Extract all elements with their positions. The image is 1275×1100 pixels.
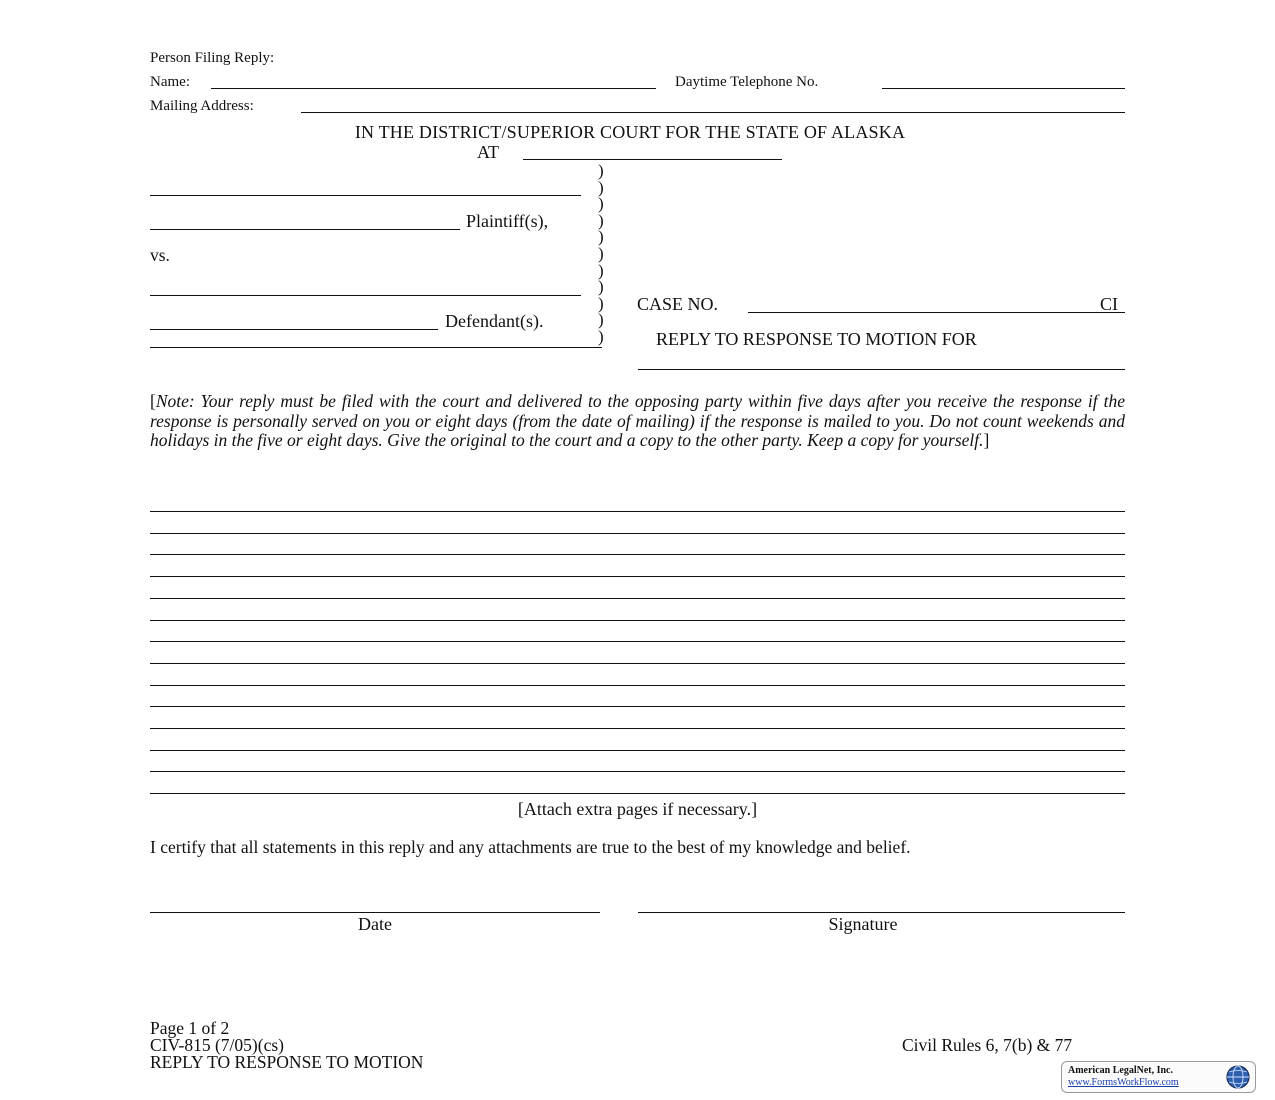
paren-mark: ) [598,194,604,214]
reply-line[interactable] [150,641,1125,642]
caption-bottom-line [150,347,602,348]
address-label: Mailing Address: [150,98,254,114]
globe-icon [1225,1064,1251,1090]
note-close-bracket: ] [983,430,990,450]
name-label: Name: [150,74,190,90]
court-at-label: AT [477,142,499,162]
paren-mark: ) [598,227,604,247]
reply-line[interactable] [150,554,1125,555]
signature-label: Signature [828,914,898,934]
page-number: Page 1 of 2 [150,1018,230,1038]
paren-mark: ) [598,210,604,230]
paren-mark: ) [598,277,604,297]
note-open-bracket: [ [150,391,156,411]
reply-line[interactable] [150,620,1125,621]
plaintiff-label: Plaintiff(s), [466,211,549,231]
reply-line[interactable] [150,771,1125,772]
filing-instructions-note [150,392,1125,451]
paren-mark: ) [598,177,604,197]
publisher-url[interactable]: www.FormsWorkFlow.com [1068,1077,1179,1088]
address-field[interactable] [301,112,1125,113]
paren-mark: ) [598,260,604,280]
reply-line[interactable] [150,750,1125,751]
court-title: IN THE DISTRICT/SUPERIOR COURT FOR THE STATE OF ALASKA [354,122,906,142]
paren-mark: ) [598,243,604,263]
date-label: Date [358,914,392,934]
attach-note: [Attach extra pages if necessary.] [517,799,758,819]
case-no-label: CASE NO. [637,294,719,314]
person-filing-label: Person Filing Reply: [150,50,275,66]
paren-mark: ) [598,310,604,330]
publisher-logo[interactable] [1061,1061,1256,1093]
reply-line[interactable] [150,533,1125,534]
defendant-name-line-1[interactable] [150,295,581,296]
signature-field[interactable] [638,912,1125,913]
note-text: Note: Your reply must be filed with the court and delivered to the opposing party within five days after you receive the response if the response is personally served on you or eight days (from the date of mailing) if the response is mailed to you. Do not count weekends and holidays in the five or eight days. Give the original to the court and a copy to the other party. Keep a copy for yourself. [150,391,1125,450]
paren-mark: ) [598,161,604,180]
reply-line[interactable] [150,598,1125,599]
reply-line[interactable] [150,706,1125,707]
defendant-name-line-2[interactable] [150,329,438,330]
paren-mark: ) [598,293,604,313]
phone-label: Daytime Telephone No. [675,74,819,90]
publisher-name: American LegalNet, Inc. [1068,1065,1173,1076]
plaintiff-name-line-2[interactable] [150,229,460,230]
document-title: REPLY TO RESPONSE TO MOTION FOR [656,329,977,349]
vs-label: vs. [150,245,170,265]
case-suffix: CI [1100,294,1118,314]
reply-line[interactable] [150,728,1125,729]
civil-rules: Civil Rules 6, 7(b) & 77 [902,1035,1073,1055]
paren-mark: ) [598,326,604,346]
case-number-field[interactable] [748,312,1125,313]
court-location-field[interactable] [523,159,782,160]
form-title: REPLY TO RESPONSE TO MOTION [150,1052,424,1072]
reply-line[interactable] [150,511,1125,512]
form-number: CIV-815 (7/05)(cs) [150,1035,284,1055]
reply-line[interactable] [150,685,1125,686]
reply-line[interactable] [150,793,1125,794]
plaintiff-name-line-1[interactable] [150,195,581,196]
motion-subject-field[interactable] [638,369,1125,370]
phone-field[interactable] [882,88,1125,89]
name-field[interactable] [211,88,656,89]
reply-line[interactable] [150,576,1125,577]
date-field[interactable] [150,912,600,913]
defendant-label: Defendant(s). [445,311,544,331]
reply-line[interactable] [150,663,1125,664]
caption-divider [598,163,604,346]
certification-statement: I certify that all statements in this reply and any attachments are true to the best of my knowledge and belief. [150,837,911,857]
